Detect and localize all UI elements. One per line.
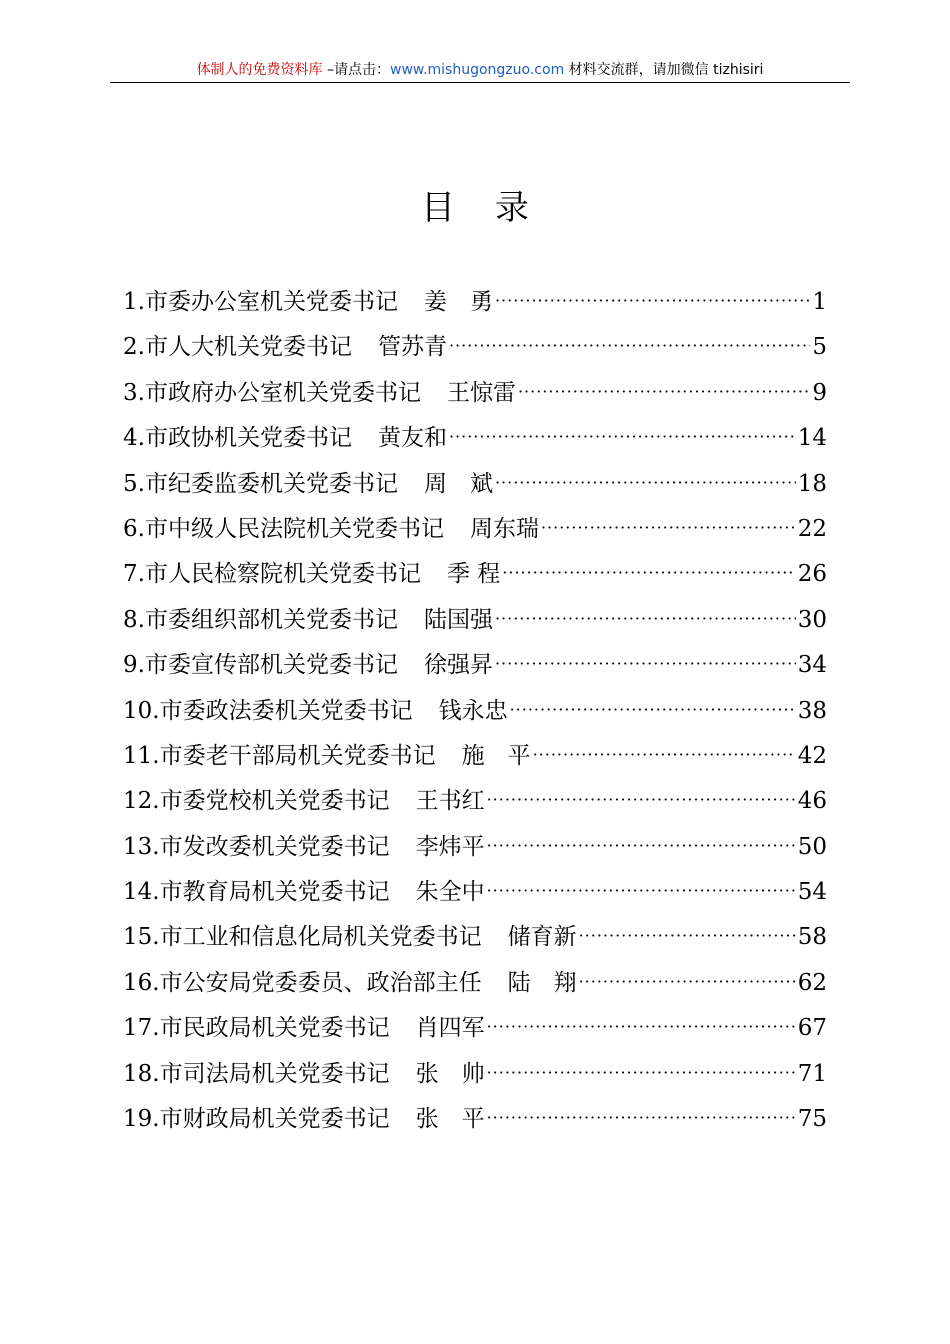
toc-dot-leader: [579, 959, 796, 1004]
toc-entry-title: 市政府办公室机关党委书记: [144, 379, 421, 406]
title-char-2: 录: [495, 188, 529, 228]
toc-entry-number: 17.: [123, 1015, 160, 1042]
toc-entry[interactable]: [123, 1006, 827, 1051]
toc-entry-page-number: 50: [797, 833, 827, 860]
toc-dot-leader: [487, 777, 796, 822]
toc-entry-page-number: 22: [797, 515, 827, 542]
toc-dot-leader: [579, 913, 796, 958]
toc-dot-leader: [510, 687, 796, 732]
toc-entry-number: 15.: [123, 924, 160, 951]
toc-entry[interactable]: [123, 598, 827, 643]
toc-entry-author: 周东瑞: [469, 515, 539, 542]
toc-entry-title: 市人大机关党委书记: [144, 334, 352, 361]
toc-entry-author: 黄友和: [377, 425, 447, 452]
toc-entry-title: 市财政局机关党委书记: [159, 1106, 390, 1133]
toc-entry-title: 市政协机关党委书记: [144, 425, 352, 452]
toc-entry-title: 市委党校机关党委书记: [159, 788, 390, 815]
toc-entry-page-number: 75: [797, 1106, 827, 1133]
toc-entry-title: 市委宣传部机关党委书记: [144, 652, 398, 679]
toc-entry[interactable]: [123, 961, 827, 1006]
toc-entry-number: 14.: [123, 879, 160, 906]
toc-dot-leader: [449, 323, 810, 368]
toc-entry-page-number: 67: [797, 1015, 827, 1042]
toc-entry-author: 徐强昇: [423, 652, 493, 679]
toc-entry-author: 王书红: [415, 788, 485, 815]
toc-entry-number: 2.: [123, 334, 145, 361]
toc-entry-title: 市教育局机关党委书记: [159, 879, 390, 906]
toc-dot-leader: [495, 641, 796, 686]
toc-entry-page-number: 62: [797, 969, 827, 996]
toc-entry-author: 季 程: [446, 561, 501, 588]
toc-entry-author: 施 平: [461, 742, 531, 769]
toc-entry-author: 肖四军: [415, 1015, 485, 1042]
toc-dot-leader: [487, 868, 796, 913]
toc-dot-leader: [541, 505, 796, 550]
toc-entry-author: 陆 翔: [507, 969, 577, 996]
toc-entry[interactable]: [123, 734, 827, 779]
toc-entry[interactable]: [123, 1097, 827, 1142]
toc-entry-page-number: 26: [797, 561, 827, 588]
toc-entry-author: 李炜平: [415, 833, 485, 860]
toc-entry-number: 12.: [123, 788, 160, 815]
toc-entry-title: 市公安局党委委员、政治部主任: [159, 969, 482, 996]
toc-entry[interactable]: [123, 325, 827, 370]
toc-dot-leader: [487, 1004, 796, 1049]
toc-entry-title: 市委政法委机关党委书记: [159, 697, 413, 724]
toc-entry-title: 市民政局机关党委书记: [159, 1015, 390, 1042]
toc-entry-page-number: 5: [812, 334, 827, 361]
toc-entry-number: 16.: [123, 969, 160, 996]
toc-entry[interactable]: [123, 462, 827, 507]
toc-entry-title: 市人民检察院机关党委书记: [144, 561, 421, 588]
toc-entry-page-number: 9: [812, 379, 827, 406]
toc-dot-leader: [533, 732, 796, 777]
toc-entry-page-number: 71: [797, 1060, 827, 1087]
page-header: [110, 60, 850, 82]
toc-entry-title: 市委组织部机关党委书记: [144, 606, 398, 633]
toc-entry[interactable]: [123, 689, 827, 734]
header-library-name: 体制人的免费资料库: [196, 62, 323, 78]
toc-entry-author: 王惊雷: [446, 379, 516, 406]
header-divider: [110, 82, 850, 83]
table-of-contents: [123, 280, 827, 1142]
toc-entry-title: 市委老干部局机关党委书记: [159, 742, 436, 769]
toc-entry-page-number: 18: [797, 470, 827, 497]
toc-entry-title: 市司法局机关党委书记: [159, 1060, 390, 1087]
toc-entry-page-number: 54: [797, 879, 827, 906]
toc-entry-author: 姜 勇: [423, 289, 493, 315]
toc-dot-leader: [502, 550, 795, 595]
toc-entry-title: 市委办公室机关党委书记: [144, 289, 398, 315]
toc-entry-author: 管苏青: [377, 334, 447, 361]
header-website-link[interactable]: www.mishugongzuo.com: [390, 62, 565, 78]
toc-entry-number: 5.: [123, 470, 145, 497]
toc-dot-leader: [518, 369, 810, 414]
toc-entry-title: 市工业和信息化局机关党委书记: [159, 924, 482, 951]
toc-entry-page-number: 46: [797, 788, 827, 815]
toc-entry-title: 市发改委机关党委书记: [159, 833, 390, 860]
toc-entry-number: 9.: [123, 652, 145, 679]
toc-entry-page-number: 1: [812, 289, 827, 315]
toc-entry-number: 8.: [123, 606, 145, 633]
toc-entry-number: 13.: [123, 833, 160, 860]
page-title: [0, 186, 950, 230]
toc-entry-author: 朱全中: [415, 879, 485, 906]
toc-entry-author: 张 帅: [415, 1060, 485, 1087]
toc-entry-number: 18.: [123, 1060, 160, 1087]
toc-entry[interactable]: [123, 507, 827, 552]
toc-entry-page-number: 42: [797, 742, 827, 769]
header-click-prompt: –请点击：: [322, 62, 391, 78]
toc-entry-author: 张 平: [415, 1106, 485, 1133]
toc-entry[interactable]: [123, 915, 827, 960]
toc-entry-author: 钱永忠: [438, 697, 508, 724]
toc-dot-leader: [487, 1095, 796, 1140]
toc-entry-number: 1.: [123, 289, 145, 315]
toc-entry-page-number: 34: [797, 652, 827, 679]
toc-entry[interactable]: [123, 552, 827, 597]
toc-entry-number: 19.: [123, 1106, 160, 1133]
toc-entry-number: 3.: [123, 379, 145, 406]
toc-entry[interactable]: [123, 870, 827, 915]
toc-entry[interactable]: [123, 825, 827, 870]
toc-entry-number: 10.: [123, 697, 160, 724]
toc-entry[interactable]: [123, 643, 827, 688]
toc-dot-leader: [495, 460, 796, 505]
header-wechat-info: 材料交流群，请加微信 tizhisiri: [564, 62, 764, 78]
toc-entry-page-number: 58: [797, 924, 827, 951]
toc-entry[interactable]: [123, 371, 827, 416]
toc-entry-author: 周 斌: [423, 470, 493, 497]
toc-entry-number: 4.: [123, 425, 145, 452]
toc-entry-number: 7.: [123, 561, 145, 588]
toc-dot-leader: [487, 1050, 796, 1095]
toc-entry[interactable]: [123, 779, 827, 824]
toc-dot-leader: [495, 278, 810, 323]
toc-entry-page-number: 30: [797, 606, 827, 633]
toc-entry-author: 储育新: [507, 924, 577, 951]
toc-entry-author: 陆国强: [423, 606, 493, 633]
toc-dot-leader: [495, 596, 796, 641]
toc-entry[interactable]: [123, 1052, 827, 1097]
toc-entry[interactable]: [123, 280, 827, 325]
toc-entry-number: 6.: [123, 515, 145, 542]
title-char-1: 目: [421, 188, 455, 228]
toc-entry-page-number: 14: [797, 425, 827, 452]
toc-entry-number: 11.: [123, 742, 160, 769]
toc-entry[interactable]: [123, 416, 827, 461]
toc-entry-title: 市中级人民法院机关党委书记: [144, 515, 444, 542]
toc-dot-leader: [487, 823, 796, 868]
toc-dot-leader: [449, 414, 796, 459]
toc-entry-title: 市纪委监委机关党委书记: [144, 470, 398, 497]
toc-entry-page-number: 38: [797, 697, 827, 724]
